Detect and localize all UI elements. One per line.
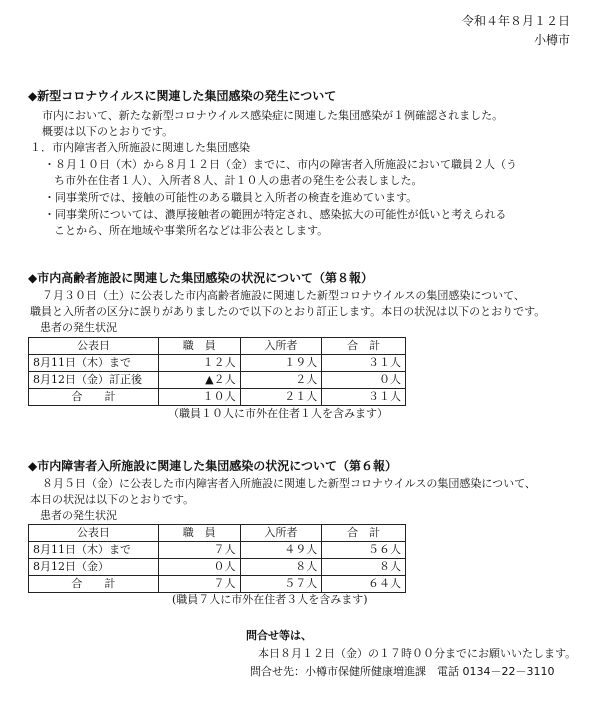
header-residents: 入所者 — [240, 338, 322, 355]
section1-item-heading: １．市内障害者入所施設に関連した集団感染 — [30, 141, 250, 154]
row-total: ０人 — [322, 372, 406, 389]
inquiry-label: 問合せ等は、 — [246, 629, 312, 642]
section2-table-caption: 患者の発生状況 — [40, 321, 117, 334]
row-residents: ２人 — [240, 372, 322, 389]
table-header-row — [29, 525, 406, 542]
row-date: 8月12日（金）訂正後 — [29, 372, 159, 389]
section1-bullet2: ・同事業所では、接触の可能性のある職員と入所者の検査を進めています。 — [44, 191, 418, 204]
table-total-row — [29, 389, 406, 406]
document-header — [462, 12, 570, 50]
row-residents: ４９人 — [240, 542, 322, 559]
header-total: 合 計 — [322, 525, 406, 542]
section3-table-caption: 患者の発生状況 — [40, 509, 117, 522]
section2-table-note: （職員１０人に市外在住者１人を含みます） — [168, 407, 388, 420]
section1-bullet1-line1: ・８月１０日（木）から８月１２日（金）までに、市内の障害者入所施設において職員２人（う — [44, 158, 517, 171]
row-residents: ５７人 — [240, 576, 322, 593]
row-total: ３１人 — [322, 355, 406, 372]
row-total: ８人 — [322, 559, 406, 576]
section1-intro-line1: 市内において、新たな新型コロナウイルス感染症に関連した集団感染が１例確認されました。 — [42, 109, 504, 122]
section3-intro-line2: 本日の状況は以下のとおりです。 — [30, 493, 195, 506]
table-row — [29, 559, 406, 576]
row-residents: ８人 — [240, 559, 322, 576]
issuer-city: 小樽市 — [533, 33, 570, 47]
header-total: 合 計 — [322, 338, 406, 355]
section1-intro-line2: 概要は以下のとおりです。 — [42, 125, 174, 138]
row-date: 合 計 — [29, 576, 159, 593]
issue-date: 令和４年８月１２日 — [461, 14, 570, 28]
row-total: ５６人 — [322, 542, 406, 559]
table-row — [29, 355, 406, 372]
inquiry-deadline: 本日８月１２日（金）の１７時００分までにお願いいたします。 — [258, 647, 577, 660]
section3-title: ◆市内障害者入所施設に関連した集団感染の状況について（第６報） — [28, 459, 397, 473]
header-staff: 職 員 — [158, 338, 240, 355]
inquiry-contact: 問合せ先：小樽市保健所健康増進課 電話 0134－22－3110 — [250, 665, 555, 678]
row-total: ６４人 — [322, 576, 406, 593]
header-date: 公表日 — [29, 525, 159, 542]
section3-intro-line1: ８月５日（金）に公表した市内障害者入所施設に関連した新型コロナウイルスの集団感染について、 — [42, 477, 536, 490]
row-staff: ０人 — [158, 559, 240, 576]
row-staff: ７人 — [158, 542, 240, 559]
section2-title: ◆市内高齢者施設に関連した集団感染の状況について（第８報） — [28, 271, 373, 285]
row-date: 8月11日（木）まで — [29, 542, 159, 559]
row-staff: １２人 — [158, 355, 240, 372]
header-date: 公表日 — [29, 338, 159, 355]
table-total-row — [29, 576, 406, 593]
section2-cases-table — [28, 337, 406, 406]
table-row — [29, 372, 406, 389]
row-residents: １９人 — [240, 355, 322, 372]
row-staff: ７人 — [158, 576, 240, 593]
row-total: ３１人 — [322, 389, 406, 406]
table-header-row — [29, 338, 406, 355]
row-staff: １０人 — [158, 389, 240, 406]
section1-title: ◆新型コロナウイルスに関連した集団感染の発生について — [28, 89, 337, 103]
section3-table-note: (職員７人に市外在住者３人を含みます) — [172, 593, 368, 606]
row-staff: ▲２人 — [158, 372, 240, 389]
row-date: 8月11日（木）まで — [29, 355, 159, 372]
table-row — [29, 542, 406, 559]
section1-bullet3-line1: ・同事業所については、濃厚接触者の範囲が特定され、感染拡大の可能性が低いと考えられる — [44, 208, 507, 221]
section2-intro-line2: 職員と入所者の区分に誤りがありましたので以下のとおり訂正します。本日の状況は以下のとおりです。 — [30, 305, 546, 318]
section1-bullet3-line2: ことから、所在地域や事業所名などは非公表とします。 — [54, 224, 329, 237]
row-residents: ２１人 — [240, 389, 322, 406]
header-staff: 職 員 — [158, 525, 240, 542]
section3-cases-table — [28, 524, 406, 593]
row-date: 合 計 — [29, 389, 159, 406]
header-residents: 入所者 — [240, 525, 322, 542]
section2-intro-line1: ７月３０日（土）に公表した市内高齢者施設に関連した新型コロナウイルスの集団感染について、 — [42, 289, 525, 302]
section1-bullet1-line2: ち市外在住者１人）、入所者８人、計１０人の患者の発生を公表しました。 — [54, 174, 423, 187]
row-date: 8月12日（金） — [29, 559, 159, 576]
